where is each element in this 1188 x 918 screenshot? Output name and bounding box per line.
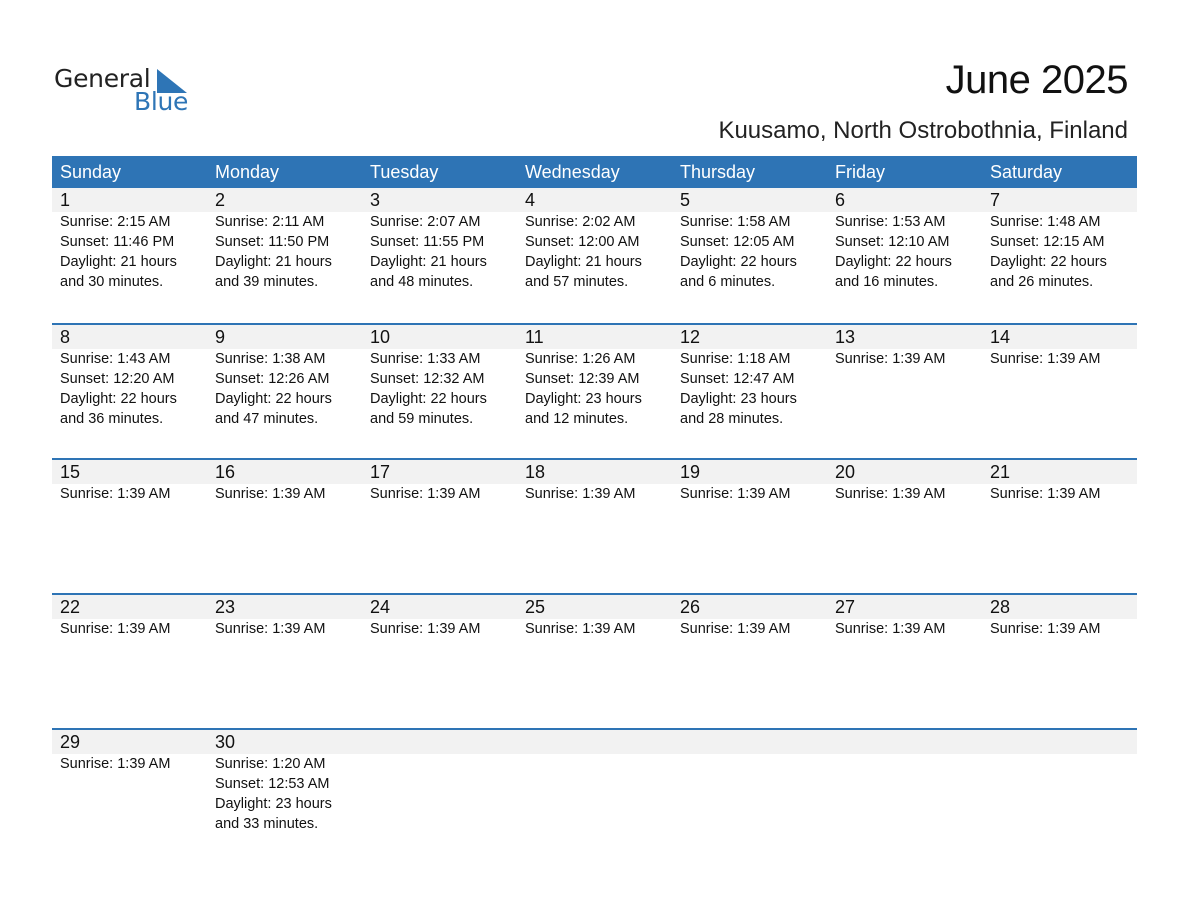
day-cell [672, 460, 827, 504]
day-info [60, 484, 207, 504]
day-info [680, 484, 827, 504]
day-info [215, 212, 362, 292]
weekday-saturday: Saturday [990, 162, 1063, 182]
day-info-line: Daylight: 22 hours [680, 254, 797, 270]
day-cell [52, 460, 207, 504]
weekday-wednesday: Wednesday [525, 162, 620, 182]
day-number: 29 [60, 732, 81, 752]
day-info [680, 349, 827, 429]
day-number: 30 [215, 732, 236, 752]
day-cell [362, 730, 517, 834]
day-number [370, 730, 517, 754]
day-info-line: Sunrise: 1:18 AM [680, 351, 791, 367]
day-info [835, 619, 982, 639]
day-info [215, 619, 362, 639]
day-number: 7 [990, 190, 1001, 210]
day-number: 28 [990, 597, 1011, 617]
day-number: 4 [525, 190, 536, 210]
day-info-line: and 26 minutes. [990, 274, 1094, 290]
day-number: 14 [990, 327, 1011, 347]
day-info-line: Sunrise: 1:20 AM [215, 756, 326, 772]
day-cell [52, 730, 207, 834]
day-number: 10 [370, 327, 391, 347]
day-info-line: Sunrise: 1:39 AM [835, 351, 946, 367]
day-info-line: Sunset: 12:39 AM [525, 371, 640, 387]
day-info-line: Sunrise: 2:15 AM [60, 214, 171, 230]
day-info-line: and 47 minutes. [215, 411, 319, 427]
day-info-line: Sunrise: 1:58 AM [680, 214, 791, 230]
day-info [990, 349, 1137, 369]
day-info [60, 212, 207, 292]
weekday-monday: Monday [215, 162, 280, 182]
day-info-line: Sunrise: 2:11 AM [215, 214, 325, 230]
day-cell [207, 730, 362, 834]
day-info-line: Sunset: 12:32 AM [370, 371, 485, 387]
day-info-line: and 59 minutes. [370, 411, 474, 427]
week-row [52, 188, 1137, 323]
day-number [835, 730, 982, 754]
day-info-line: and 28 minutes. [680, 411, 784, 427]
week-row [52, 593, 1137, 728]
day-info-line: and 57 minutes. [525, 274, 629, 290]
day-cell [672, 730, 827, 834]
day-info-line: Sunrise: 2:02 AM [525, 214, 636, 230]
day-number: 15 [60, 462, 81, 482]
day-info-line: Sunrise: 1:43 AM [60, 351, 171, 367]
day-cell [827, 325, 982, 429]
day-number: 20 [835, 462, 856, 482]
day-cell [207, 595, 362, 639]
week-cells [52, 730, 1137, 834]
day-info-line: Sunrise: 1:39 AM [680, 621, 791, 637]
day-info-line: Sunset: 12:15 AM [990, 234, 1105, 250]
week-row [52, 323, 1137, 458]
day-cell [982, 595, 1137, 639]
day-cell [517, 595, 672, 639]
day-info [680, 619, 827, 639]
day-info-line: Daylight: 23 hours [215, 796, 332, 812]
day-info-line: Daylight: 22 hours [990, 254, 1107, 270]
day-cell [362, 460, 517, 504]
logo-blue-text: Blue [134, 87, 189, 116]
day-number [525, 730, 672, 754]
day-cell [982, 325, 1137, 429]
day-cell [362, 188, 517, 292]
week-row [52, 458, 1137, 593]
day-cell [362, 595, 517, 639]
day-number: 21 [990, 462, 1011, 482]
day-info-line: Sunset: 12:05 AM [680, 234, 795, 250]
day-info [60, 619, 207, 639]
day-info-line: Daylight: 22 hours [370, 391, 487, 407]
day-cell [517, 460, 672, 504]
day-number: 27 [835, 597, 856, 617]
day-info-line: Sunrise: 1:39 AM [370, 486, 481, 502]
day-cell [827, 460, 982, 504]
day-cell [517, 325, 672, 429]
day-info-line: Sunrise: 1:39 AM [60, 621, 171, 637]
day-cell [207, 188, 362, 292]
day-cell [52, 188, 207, 292]
day-info-line: and 33 minutes. [215, 816, 319, 832]
day-info-line: Sunrise: 1:39 AM [370, 621, 481, 637]
day-cell [672, 325, 827, 429]
day-info-line: Daylight: 23 hours [680, 391, 797, 407]
day-info [525, 212, 672, 292]
weekday-thursday: Thursday [680, 162, 756, 182]
day-info-line: Sunrise: 1:39 AM [60, 486, 171, 502]
week-cells [52, 325, 1137, 429]
day-number: 17 [370, 462, 391, 482]
day-info-line: Daylight: 22 hours [215, 391, 332, 407]
weekday-friday: Friday [835, 162, 886, 182]
day-info [525, 484, 672, 504]
weekday-sunday: Sunday [60, 162, 122, 182]
week-cells [52, 188, 1137, 292]
day-cell [982, 188, 1137, 292]
day-info-line: Sunset: 12:53 AM [215, 776, 330, 792]
day-cell [362, 325, 517, 429]
weekday-tuesday: Tuesday [370, 162, 439, 182]
day-info-line: Daylight: 21 hours [370, 254, 487, 270]
day-number: 6 [835, 190, 846, 210]
day-info-line: Sunset: 12:10 AM [835, 234, 950, 250]
day-info-line: Sunset: 11:55 PM [370, 234, 485, 250]
day-number: 18 [525, 462, 546, 482]
day-number: 13 [835, 327, 856, 347]
day-info-line: Sunset: 12:47 AM [680, 371, 795, 387]
day-info [990, 619, 1137, 639]
day-info-line: and 36 minutes. [60, 411, 164, 427]
day-info-line: Sunrise: 1:39 AM [835, 621, 946, 637]
day-number: 8 [60, 327, 71, 347]
day-info-line: Daylight: 22 hours [835, 254, 952, 270]
day-info-line: Sunset: 11:50 PM [215, 234, 330, 250]
day-info-line: Sunset: 12:20 AM [60, 371, 175, 387]
day-number [990, 730, 1137, 754]
day-number: 19 [680, 462, 701, 482]
day-info [990, 484, 1137, 504]
day-number: 24 [370, 597, 391, 617]
day-info [60, 754, 207, 774]
day-info-line: Sunrise: 1:39 AM [990, 486, 1101, 502]
logo-general-text: General [54, 64, 151, 93]
day-info [370, 484, 517, 504]
day-info-line: Daylight: 21 hours [60, 254, 177, 270]
day-cell [52, 595, 207, 639]
day-info-line: Sunrise: 1:38 AM [215, 351, 326, 367]
day-cell [207, 325, 362, 429]
day-cell [827, 595, 982, 639]
day-number: 25 [525, 597, 546, 617]
weekday-header [52, 156, 1137, 188]
day-info-line: Daylight: 22 hours [60, 391, 177, 407]
day-cell [672, 188, 827, 292]
day-cell [207, 460, 362, 504]
day-number: 2 [215, 190, 226, 210]
day-info [835, 212, 982, 292]
day-info-line: and 39 minutes. [215, 274, 319, 290]
day-info [990, 212, 1137, 292]
day-cell [982, 460, 1137, 504]
day-number [680, 730, 827, 754]
day-number: 11 [525, 327, 544, 347]
day-cell [827, 188, 982, 292]
week-row [52, 728, 1137, 863]
day-info [370, 619, 517, 639]
weeks-container [52, 188, 1137, 863]
day-info-line: Sunrise: 1:39 AM [215, 486, 326, 502]
day-info-line: Sunrise: 1:39 AM [990, 621, 1101, 637]
day-number: 1 [60, 190, 71, 210]
day-cell [982, 730, 1137, 834]
day-info [215, 484, 362, 504]
day-info-line: Sunset: 11:46 PM [60, 234, 175, 250]
day-info [680, 212, 827, 292]
day-number: 9 [215, 327, 226, 347]
day-cell [827, 730, 982, 834]
day-info [525, 619, 672, 639]
day-info-line: Sunrise: 1:39 AM [525, 621, 636, 637]
day-info-line: Sunrise: 2:07 AM [370, 214, 481, 230]
day-info [60, 349, 207, 429]
day-number: 5 [680, 190, 691, 210]
day-info-line: Sunrise: 1:39 AM [990, 351, 1101, 367]
day-info-line: and 6 minutes. [680, 274, 776, 290]
day-info [215, 349, 362, 429]
day-cell [517, 188, 672, 292]
day-cell [52, 325, 207, 429]
calendar-grid [52, 156, 1137, 863]
day-info [835, 349, 982, 369]
day-info-line: Sunset: 12:00 AM [525, 234, 640, 250]
day-info-line: Sunrise: 1:26 AM [525, 351, 636, 367]
day-info-line: Sunrise: 1:48 AM [990, 214, 1101, 230]
day-number: 12 [680, 327, 701, 347]
day-info-line: Sunrise: 1:39 AM [680, 486, 791, 502]
day-info [525, 349, 672, 429]
location-subtitle: Kuusamo, North Ostrobothnia, Finland [718, 117, 1128, 144]
day-info-line: Daylight: 23 hours [525, 391, 642, 407]
day-info [370, 212, 517, 292]
day-info-line: Sunrise: 1:39 AM [525, 486, 636, 502]
day-cell [672, 595, 827, 639]
week-cells [52, 595, 1137, 639]
day-info [215, 754, 362, 834]
generalblue-logo [54, 64, 204, 120]
day-number: 3 [370, 190, 381, 210]
day-info-line: Sunrise: 1:39 AM [835, 486, 946, 502]
day-info-line: Sunrise: 1:53 AM [835, 214, 946, 230]
day-info-line: Daylight: 21 hours [215, 254, 332, 270]
day-number: 26 [680, 597, 701, 617]
day-info-line: and 48 minutes. [370, 274, 474, 290]
page-title: June 2025 [945, 58, 1128, 102]
day-number: 16 [215, 462, 236, 482]
day-info-line: and 16 minutes. [835, 274, 939, 290]
day-info-line: Sunset: 12:26 AM [215, 371, 330, 387]
day-info-line: Daylight: 21 hours [525, 254, 642, 270]
day-info-line: Sunrise: 1:39 AM [215, 621, 326, 637]
day-number: 23 [215, 597, 236, 617]
day-info-line: and 12 minutes. [525, 411, 629, 427]
day-info-line: Sunrise: 1:33 AM [370, 351, 481, 367]
day-info-line: and 30 minutes. [60, 274, 164, 290]
day-info-line: Sunrise: 1:39 AM [60, 756, 171, 772]
day-info [835, 484, 982, 504]
week-cells [52, 460, 1137, 504]
day-info [370, 349, 517, 429]
day-number: 22 [60, 597, 81, 617]
day-cell [517, 730, 672, 834]
